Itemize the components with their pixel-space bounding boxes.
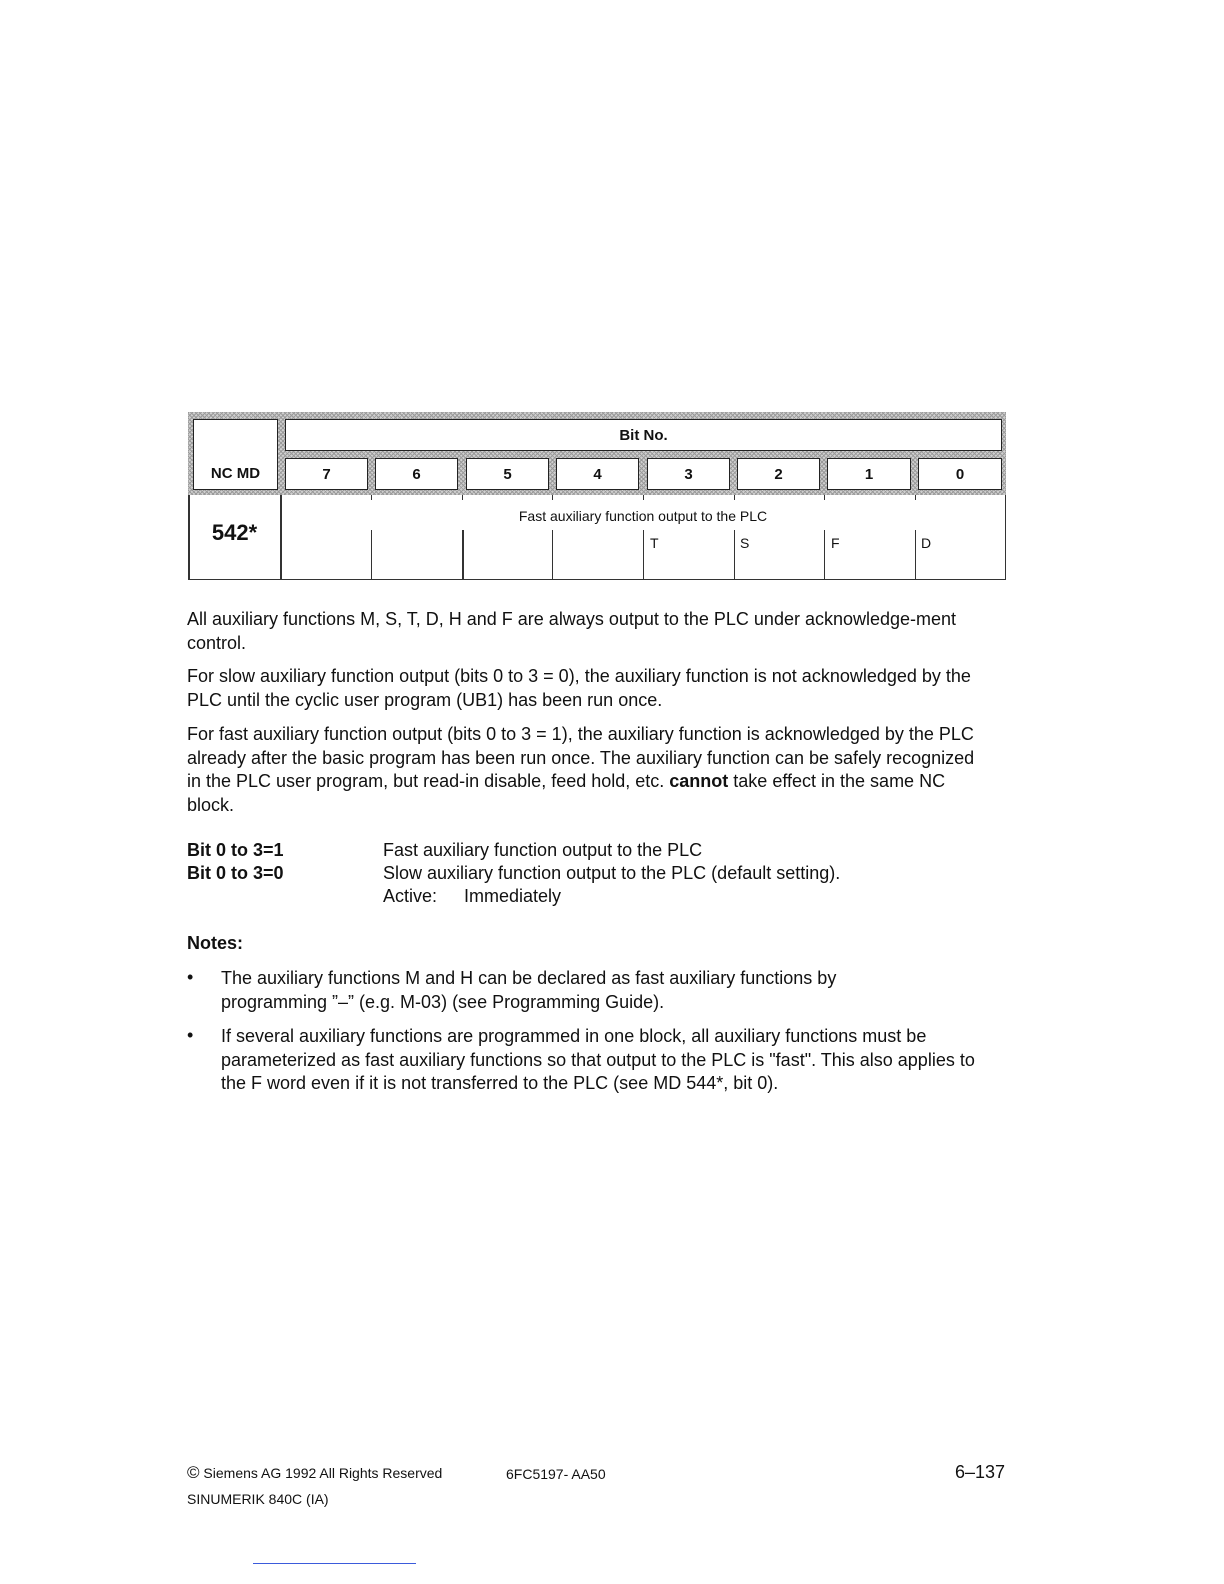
tick-mark — [462, 495, 463, 500]
bit-2-letter: S — [740, 535, 750, 551]
column-divider — [552, 530, 553, 580]
bit-number: 6 — [412, 465, 421, 483]
bit-number: 3 — [684, 465, 693, 483]
bit-number: 1 — [864, 465, 874, 483]
md-column-divider — [280, 495, 282, 580]
bit-0-letter: D — [921, 535, 932, 551]
setting-key-1: Bit 0 to 3=1 — [187, 840, 284, 860]
column-divider — [462, 530, 464, 580]
bit-6-header — [375, 458, 458, 490]
order-number: 6FC5197- AA50 — [506, 1466, 606, 1482]
bit-number: 4 — [593, 465, 602, 483]
bit-number: 5 — [503, 465, 512, 483]
setting-value-1: Fast auxiliary function output to the PLC — [383, 840, 703, 860]
copyright-symbol: © — [187, 1463, 200, 1482]
page-number: 6–137 — [955, 1462, 1006, 1482]
notes-title: Notes: — [187, 933, 244, 953]
column-divider — [915, 530, 916, 580]
bit-number: 7 — [322, 465, 331, 483]
copyright-line — [187, 1463, 442, 1483]
md-description: Fast auxiliary function output to the PLC — [518, 508, 768, 524]
table-bottom-border — [188, 579, 1006, 580]
bit-0-header — [918, 458, 1002, 490]
bit-3-header — [647, 458, 730, 490]
tick-mark — [734, 495, 735, 500]
note-item-1: The auxiliary functions M and H can be declared as fast auxiliary functions by programming ”–” (e.g. M-03) (see Programming Guide). — [221, 968, 837, 1012]
bit-2-header — [737, 458, 820, 490]
tick-mark — [643, 495, 644, 500]
active-value: Immediately — [464, 886, 562, 906]
bit-1-letter: F — [831, 535, 840, 551]
bit-no-header — [285, 419, 1002, 451]
paragraph-3-tail: take effect in the same NC block. — [187, 771, 946, 815]
bit-number: 0 — [955, 465, 965, 483]
bit-5-header — [466, 458, 549, 490]
bit-number: 2 — [774, 465, 783, 483]
column-divider — [371, 530, 372, 580]
bit-no-label: Bit No. — [619, 426, 668, 444]
emphasis-cannot: cannot — [669, 771, 729, 791]
paragraph-3-text: For fast auxiliary function output (bits 0 to 3 = 1), the auxiliary function is acknowledged by the PLC already after the basic program has been run once. The auxiliary function can be safely recognized in the PLC user program, but read-in disable, feed hold, etc. — [187, 724, 975, 791]
paragraph-1: All auxiliary functions M, S, T, D, H and F are always output to the PLC under acknowledge-ment control. — [187, 609, 957, 653]
note-bullet-2: • — [187, 1025, 194, 1045]
nc-md-header — [193, 419, 278, 490]
footer-link-rule — [253, 1563, 416, 1564]
bit-7-header — [285, 458, 368, 490]
setting-value-2: Slow auxiliary function output to the PLC (default setting). — [383, 863, 841, 883]
setting-key-2: Bit 0 to 3=0 — [187, 863, 284, 883]
paragraph-2: For slow auxiliary function output (bits 0 to 3 = 0), the auxiliary function is not acknowledged by the PLC until the cyclic user program (UB1) has been run once. — [187, 666, 971, 710]
nc-md-label: NC MD — [210, 465, 261, 482]
tick-mark — [552, 495, 553, 500]
copyright-text: Siemens AG 1992 All Rights Reserved — [203, 1465, 443, 1481]
table-right-border — [1005, 495, 1006, 580]
note-item-2: If several auxiliary functions are programmed in one block, all auxiliary functions must be parameterized as fast auxiliary functions so that output to the PLC is "fast". This also applies to the F word even if it is not transferred to the PLC (see MD 544*, bit 0). — [221, 1026, 975, 1093]
tick-mark — [824, 495, 825, 500]
column-divider — [824, 530, 825, 580]
column-divider — [734, 530, 735, 580]
bit-1-header — [827, 458, 911, 490]
tick-mark — [915, 495, 916, 500]
active-label: Active: — [383, 886, 438, 906]
product-name: SINUMERIK 840C (IA) — [187, 1491, 329, 1507]
md-number: 542* — [211, 520, 258, 545]
tick-mark — [371, 495, 372, 500]
note-bullet-1: • — [187, 967, 194, 987]
paragraph-3 — [187, 723, 987, 817]
bit-3-letter: T — [650, 535, 659, 551]
column-divider — [643, 530, 644, 580]
bit-4-header — [556, 458, 639, 490]
